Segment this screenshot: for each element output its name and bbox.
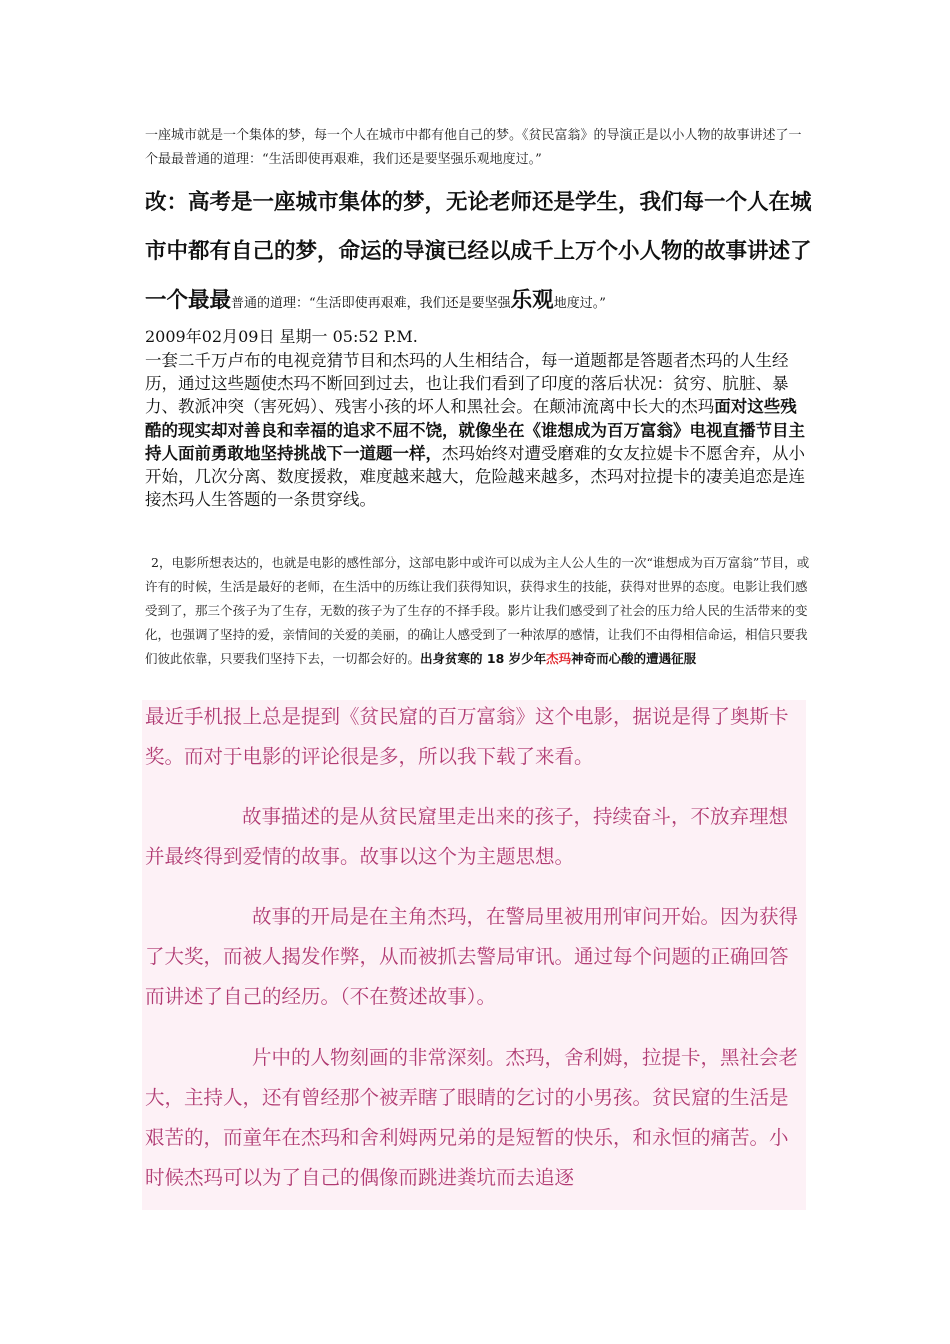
- post-date: 2009年02月09日 星期一 05:52 P.M.: [145, 327, 418, 346]
- point-2-tail-a: 出身贫寒的 18 岁少年: [420, 651, 547, 666]
- review-paragraph-1: 最近手机报上总是提到《贫民窟的百万富翁》这个电影，据说是得了奥斯卡奖。而对于电影的评论很是多，所以我下载了来看。: [145, 705, 789, 768]
- plot-bold: 面对这些残酷的现实却对善良和幸福的追求不屈不饶，就像坐在《谁想成为百万富翁》电视直播节目主持人面前勇敢地坚持挑战下一道题一样，: [145, 397, 805, 463]
- plot-lead: 一套二千万卢布的电视竞猜节目和杰玛的人生相结合，每一道题都是答题者杰玛的人生经历，通过这些题使杰玛不断回到过去，也让我们看到了印度的落后状况：贫穷、肮脏、暴力、教派冲突（害死妈）、残害小孩的坏人和黑社会。在颠沛流离中长大的杰玛: [145, 351, 789, 417]
- paragraph-original: 一座城市就是一个集体的梦，每一个人在城市中都有他自己的梦。《贫民富翁》的导演正是以小人物的故事讲述了一个最最普通的道理：“生活即使再艰难，我们还是要坚强乐观地度过。”: [145, 128, 802, 167]
- review-paragraph-2: 故事描述的是从贫民窟里走出来的孩子，持续奋斗，不放弃理想并最终得到爱情的故事。故事以这个为主题思想。: [145, 805, 789, 868]
- point-2-tail-b: 神奇而心酸的遭遇征服: [571, 651, 697, 666]
- review-paragraph-4: 片中的人物刻画的非常深刻。杰玛，舍利姆，拉提卡，黑社会老大，主持人，还有曾经那个被弄瞎了眼睛的乞讨的小男孩。贫民窟的生活是艰苦的，而童年在杰玛和舍利姆两兄弟的是短暂的快乐，和永恒的痛苦。小时候杰玛可以为了自己的偶像而跳进粪坑而去追逐: [145, 1046, 799, 1189]
- revised-small-end: 地度过。”: [553, 296, 606, 311]
- revised-small-mid: 普通的道理：“生活即使再艰难，我们还是要坚强: [231, 296, 511, 311]
- revised-bold-lead: 改：高考是一座城市集体的梦，无论老师还是学生，我们每一个人在城市中都有自己的梦，命运的导演已经以成千上万个小人物的故事讲述了一个最最: [145, 190, 812, 313]
- paragraph-plot: [145, 349, 805, 511]
- point-2-tail-red: 杰玛: [546, 651, 572, 666]
- point-2-text: 2，电影所想表达的，也就是电影的感性部分，这部电影中或许可以成为主人公人生的一次“谁想成为百万富翁”节目，或许有的时候，生活是最好的老师，在生活中的历练让我们获得知识，获得求生的技能，获得对世界的态度。电影让我们感受到了，那三个孩子为了生存，无数的孩子为了生存的不择手段。影片让我们感受到了社会的压力给人民的生活带来的变化，也强调了坚持的爱，亲情间的关爱的美丽，的确让人感受到了一种浓厚的感情，让我们不由得相信命运，相信只要我们彼此依靠，只要我们坚持下去，一切都会好的。: [145, 555, 810, 666]
- paragraph-revised: [145, 178, 815, 328]
- paragraph-point-2: [145, 551, 815, 671]
- review-paragraph-3: 故事的开局是在主角杰玛，在警局里被用刑审问开始。因为获得了大奖，而被人揭发作弊，从而被抓去警局审讯。通过每个问题的正确回答而讲述了自己的经历。（不在赘述故事）。: [145, 905, 799, 1008]
- plot-tail: 杰玛始终对遭受磨难的女友拉媞卡不愿舍弃，从小开始，几次分离、数度援救，难度越来越大，危险越来越多，杰玛对拉提卡的凄美追恋是连接杰玛人生答题的一条贯穿线。: [145, 443, 805, 510]
- point-2-tail: [420, 651, 696, 666]
- revised-bold-word: 乐观: [510, 288, 554, 313]
